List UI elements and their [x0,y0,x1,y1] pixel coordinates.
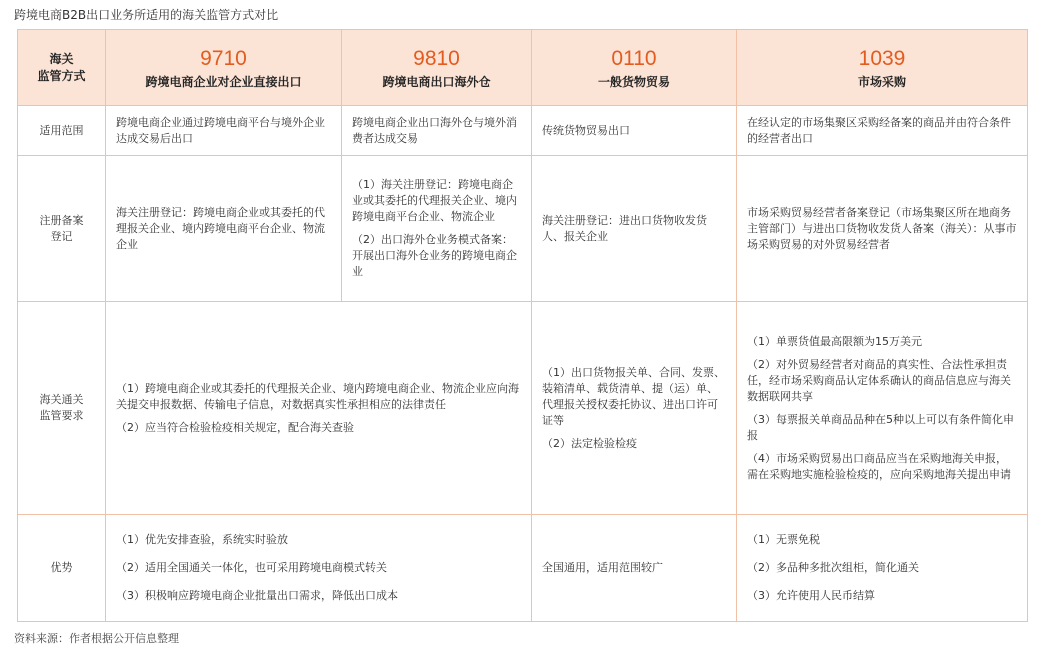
table-cell: 跨境电商企业通过跨境电商平台与境外企业达成交易后出口 [106,106,342,156]
header-first-cell [18,30,106,106]
table-cell [737,302,1028,515]
header-col-9810 [342,30,532,106]
cell-paragraph: （4）市场采购贸易出口商品应当在采购地海关申报，需在采购地实施检验检疫的，应向采购地海关提出申请 [747,451,1011,481]
cell-paragraph: （1）优先安排查验，系统实时验放 [116,533,288,546]
header-code: 1039 [858,46,906,70]
header-mode-name: 市场采购 [857,74,906,89]
cell-paragraph: 海关注册登记：跨境电商企业或其委托的代理报关企业、境内跨境电商平台企业、物流企业 [116,205,325,251]
table-cell-merged [106,515,532,622]
cell-paragraph: 全国通用，适用范围较广 [542,561,663,574]
row-label-registration [18,156,106,302]
table-cell [532,302,737,515]
header-code: 0110 [611,46,657,70]
table-row-registration [18,156,1028,302]
comparison-table [17,29,1028,622]
table-cell [532,156,737,302]
table-cell [342,156,532,302]
header-mode-name: 跨境电商企业对企业直接出口 [145,74,302,89]
row-label-line: 监管要求 [39,409,84,422]
table-cell-merged [106,302,532,515]
cell-paragraph: （2）适用全国通关一体化，也可采用跨境电商模式转关 [116,561,387,574]
row-label-scope [18,106,106,156]
table-header-row [18,30,1028,106]
table-cell [737,156,1028,302]
row-label-line: 注册备案 [39,213,84,227]
cell-paragraph: （2）法定检验检疫 [542,436,637,450]
table-cell [106,156,342,302]
cell-paragraph: （1）无票免税 [747,533,820,546]
table-cell: 在经认定的市场集聚区采购经备案的商品并由符合条件的经营者出口 [737,106,1028,156]
header-col-9710 [106,30,342,106]
table-cell [737,515,1028,622]
cell-paragraph: （1）单票货值最高限额为15万美元 [747,334,922,348]
table-row-requirements [18,302,1028,515]
cell-paragraph: （1）跨境电商企业或其委托的代理报关企业、境内跨境电商企业、物流企业应向海关提交申报数据、传输电子信息，对数据真实性承担相应的法律责任 [116,381,519,411]
cell-paragraph: （2）应当符合检验检疫相关规定，配合海关查验 [116,420,354,434]
row-label-line: 优势 [50,561,73,574]
row-label-requirements [18,302,106,515]
header-mode-name: 一般货物贸易 [597,74,670,89]
cell-paragraph: 市场采购贸易经营者备案登记（市场集聚区所在地商务主管部门）与进出口货物收发货人备案（海关）：从事市场采购贸易的对外贸易经营者 [747,205,1017,251]
cell-paragraph: （1）出口货物报关单、合同、发票、装箱清单、载货清单、提（运）单、代理报关授权委托协议、进出口许可证等 [542,365,725,427]
table-cell: 传统货物贸易出口 [532,106,737,156]
page-title: 跨境电商B2B出口业务所适用的海关监管方式对比 [14,8,279,22]
cell-paragraph: （2）多品种多批次组柜，简化通关 [747,561,919,574]
cell-paragraph: （3）每票报关单商品品种在5种以上可以有条件简化申报 [747,412,1014,442]
table-cell [532,515,737,622]
header-code: 9710 [200,46,247,70]
cell-paragraph: （2）对外贸易经营者对商品的真实性、合法性承担责任，经市场采购商品认定体系确认的商品信息应与海关数据联网共享 [747,357,1011,403]
header-first-line2: 监管方式 [37,68,86,83]
cell-paragraph: （1）海关注册登记：跨境电商企业或其委托的代理报关企业、境内跨境电商平台企业、物流企业 [352,178,517,223]
row-label-line: 海关通关 [39,393,84,406]
header-first-line1: 海关 [49,51,74,66]
row-label-advantages [18,515,106,622]
row-label-line: 适用范围 [39,123,84,137]
row-label-line: 登记 [50,229,73,243]
header-col-1039 [737,30,1028,106]
source-note: 资料来源：作者根据公开信息整理 [14,632,179,645]
table-cell: 跨境电商企业出口海外仓与境外消费者达成交易 [342,106,532,156]
table-row-advantages [18,515,1028,622]
cell-paragraph: （2）出口海外仓业务模式备案：开展出口海外仓业务的跨境电商企业 [352,233,517,278]
cell-paragraph: （3）允许使用人民币结算 [747,589,875,602]
header-code: 9810 [413,46,460,70]
header-col-0110 [532,30,737,106]
cell-paragraph: 海关注册登记：进出口货物收发货人、报关企业 [542,213,707,243]
cell-paragraph: （3）积极响应跨境电商企业批量出口需求，降低出口成本 [116,589,398,602]
table-row-scope [18,106,1028,156]
header-mode-name: 跨境电商出口海外仓 [382,74,491,89]
